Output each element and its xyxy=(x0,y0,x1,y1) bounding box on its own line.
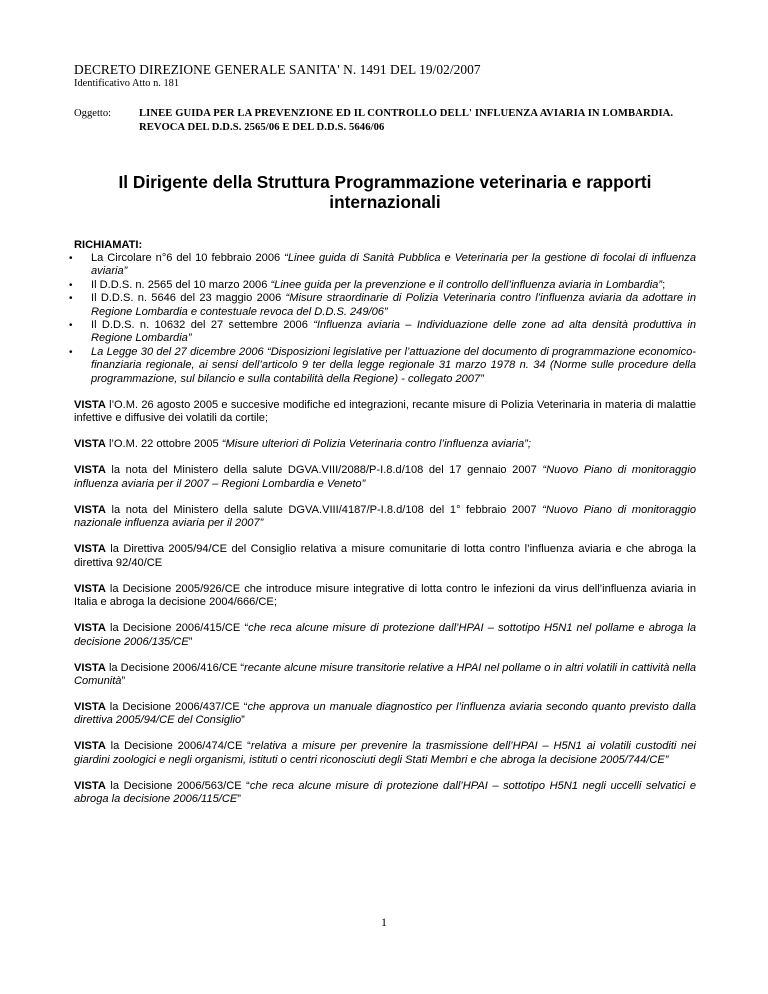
vista-title: relativa a misure per prevenire la trasmissione dell’HPAI – H5N1 ai volatili custoditi nei giardini zoologici e negli organismi, istituti o centri riconosciuti degli Stati Membri e che abroga la decisione 2005/744/CE” xyxy=(74,740,696,766)
vista-keyword: VISTA xyxy=(74,622,106,635)
item-text: La Circolare n°6 del 10 febbraio 2006 xyxy=(91,252,285,264)
vista-keyword: VISTA xyxy=(74,503,106,516)
vista-paragraph xyxy=(74,543,696,570)
vista-paragraph xyxy=(74,399,696,426)
vista-paragraph xyxy=(74,438,696,451)
vista-title: che reca alcune misure di protezione dall’HPAI – sottotipo H5N1 nel pollame e abroga la decisione 2006/135/CE xyxy=(74,622,697,648)
item-title: “Linee guida per la prevenzione e il controllo dell’influenza aviaria in Lombardia” xyxy=(270,278,663,291)
act-identifier: Identificativo Atto n. 181 xyxy=(74,78,180,89)
vista-text: la Direttiva 2005/94/CE del Consiglio relativa a misure comunitarie di lotta contro l’influenza aviaria e che abroga la direttiva 92/40/CE xyxy=(74,543,696,569)
vista-paragraph xyxy=(74,583,696,610)
vista-keyword: VISTA xyxy=(74,582,106,595)
item-title: “Linee guida di Sanità Pubblica e Veterinaria per la gestione di focolai di influenza aviaria” xyxy=(91,252,696,278)
vista-title: “Nuovo Piano di monitoraggio nazionale influenza aviaria per il 2007” xyxy=(74,503,696,530)
richiamati-item xyxy=(69,292,697,319)
item-title: “Misure straordinarie di Polizia Veterinaria contro l’influenza aviaria da adottare in Regione Lombardia e contestuale revoca del D.D.S. 249/06” xyxy=(91,292,697,318)
vista-keyword: VISTA xyxy=(74,464,106,477)
bullet-icon: • xyxy=(69,293,73,305)
richiamati-item xyxy=(69,319,696,346)
richiamati-item xyxy=(69,278,696,292)
bullet-icon: • xyxy=(69,253,73,264)
document-page xyxy=(69,62,697,807)
vista-text: la Decisione 2006/563/CE “ xyxy=(105,779,250,792)
richiamati-label: RICHIAMATI: xyxy=(74,239,143,251)
vista-tail: ” xyxy=(237,793,241,806)
vista-title: che approva un manuale diagnostico per l’influenza aviaria secondo quanto previsto dalla direttiva 2005/94/CE del Consiglio xyxy=(74,700,696,727)
vista-paragraph xyxy=(74,662,696,689)
vista-paragraph xyxy=(74,622,696,649)
vista-title: che reca alcune misure di protezione dall’HPAI – sottotipo H5N1 negli uccelli selvatici e abroga la decisione 2006/115/CE xyxy=(74,779,697,806)
vista-text: la nota del Ministero della salute DGVA.VIII/4187/P-I.8.d/108 del 1° febbraio 2007 xyxy=(105,503,543,516)
vista-title: recante alcune misure transitorie relative a HPAI nel pollame o in altri volatili in cattività nella Comunità xyxy=(74,661,696,687)
vista-paragraph xyxy=(74,740,696,767)
vista-paragraph xyxy=(74,780,696,807)
vista-text: la Decisione 2006/474/CE “ xyxy=(105,740,251,753)
vista-tail: ” xyxy=(241,714,245,727)
subject-text: LINEE GUIDA PER LA PREVENZIONE ED IL CONTROLLO DELL' INFLUENZA AVIARIA IN LOMBARDIA. REVOCA DEL D.D.S. 2565/06 E DEL D.D.S. 5646/06 xyxy=(139,108,674,133)
vista-text: l’O.M. 22 ottobre 2005 xyxy=(105,438,222,451)
item-text: Il D.D.S. n. 2565 del 10 marzo 2006 xyxy=(91,278,271,291)
vista-title: “Misure ulteriori di Polizia Veterinaria contro l’influenza aviaria”; xyxy=(221,438,531,451)
vista-keyword: VISTA xyxy=(74,438,106,451)
item-text: Il D.D.S. n. 10632 del 27 settembre 2006 xyxy=(91,319,314,332)
vista-text: la nota del Ministero della salute DGVA.VIII/2088/P-I.8.d/108 del 17 gennaio 2007 xyxy=(105,464,543,477)
vista-keyword: VISTA xyxy=(74,740,106,753)
subject-block xyxy=(74,107,696,135)
bullet-icon: • xyxy=(69,320,73,332)
vista-paragraph xyxy=(74,701,696,728)
item-title: La Legge 30 del 27 dicembre 2006 “Disposizioni legislative per l’attuazione del documento di programmazione economico-finanziaria regionale, ai sensi dell’articolo 9 ter della legge regionale 31 marzo 1978 n. 34 (Norme sulle procedure della programmazione, sul bilancio e sulla contabilità della Regione) - collegato 2007” xyxy=(91,345,696,385)
vista-text: la Decisione 2005/926/CE che introduce misure integrative di lotta contro le infezioni da virus dell’influenza aviaria in Italia e abroga la decisione 2004/666/CE; xyxy=(74,582,696,609)
richiamati-list xyxy=(69,252,697,386)
vista-text: la Decisione 2006/416/CE “ xyxy=(105,661,245,674)
bullet-icon: • xyxy=(69,279,73,291)
item-tail: ; xyxy=(662,278,666,291)
item-text: Il D.D.S. n. 5646 del 23 maggio 2006 xyxy=(91,292,286,305)
page-number: 1 xyxy=(381,915,387,929)
vista-text: l’O.M. 26 agosto 2005 e succesive modifiche ed integrazioni, recante misure di Polizia Veterinaria in materia di malattie infettive e diffusive dei volatili da cortile; xyxy=(74,399,696,425)
vista-keyword: VISTA xyxy=(74,700,106,713)
vista-paragraph xyxy=(74,464,696,491)
richiamati-item xyxy=(69,345,696,386)
richiamati-item xyxy=(69,252,696,279)
vista-text: la Decisione 2006/437/CE “ xyxy=(105,700,248,713)
decree-title: DECRETO DIREZIONE GENERALE SANITA' N. 1491 DEL 19/02/2007 xyxy=(74,62,481,77)
vista-paragraph xyxy=(74,504,696,531)
vista-tail: ” xyxy=(121,674,126,687)
subject-label: Oggetto: xyxy=(74,108,112,119)
vista-section xyxy=(74,399,696,806)
vista-title: “Nuovo Piano di monitoraggio influenza aviaria per il 2007 – Regioni Lombardia e Veneto” xyxy=(74,464,696,490)
vista-keyword: VISTA xyxy=(74,543,106,556)
vista-keyword: VISTA xyxy=(74,399,106,412)
vista-tail: ” xyxy=(188,635,193,648)
document-heading: Il Dirigente della Struttura Programmazione veterinaria e rapporti internazionali xyxy=(118,172,652,212)
vista-text: la Decisione 2006/415/CE “ xyxy=(105,622,249,635)
item-title: “Influenza aviaria – Individuazione delle zone ad alta densità produttiva in Regione Lombardia” xyxy=(91,319,696,345)
vista-keyword: VISTA xyxy=(74,779,106,792)
bullet-icon: • xyxy=(69,346,73,358)
vista-keyword: VISTA xyxy=(74,661,106,674)
